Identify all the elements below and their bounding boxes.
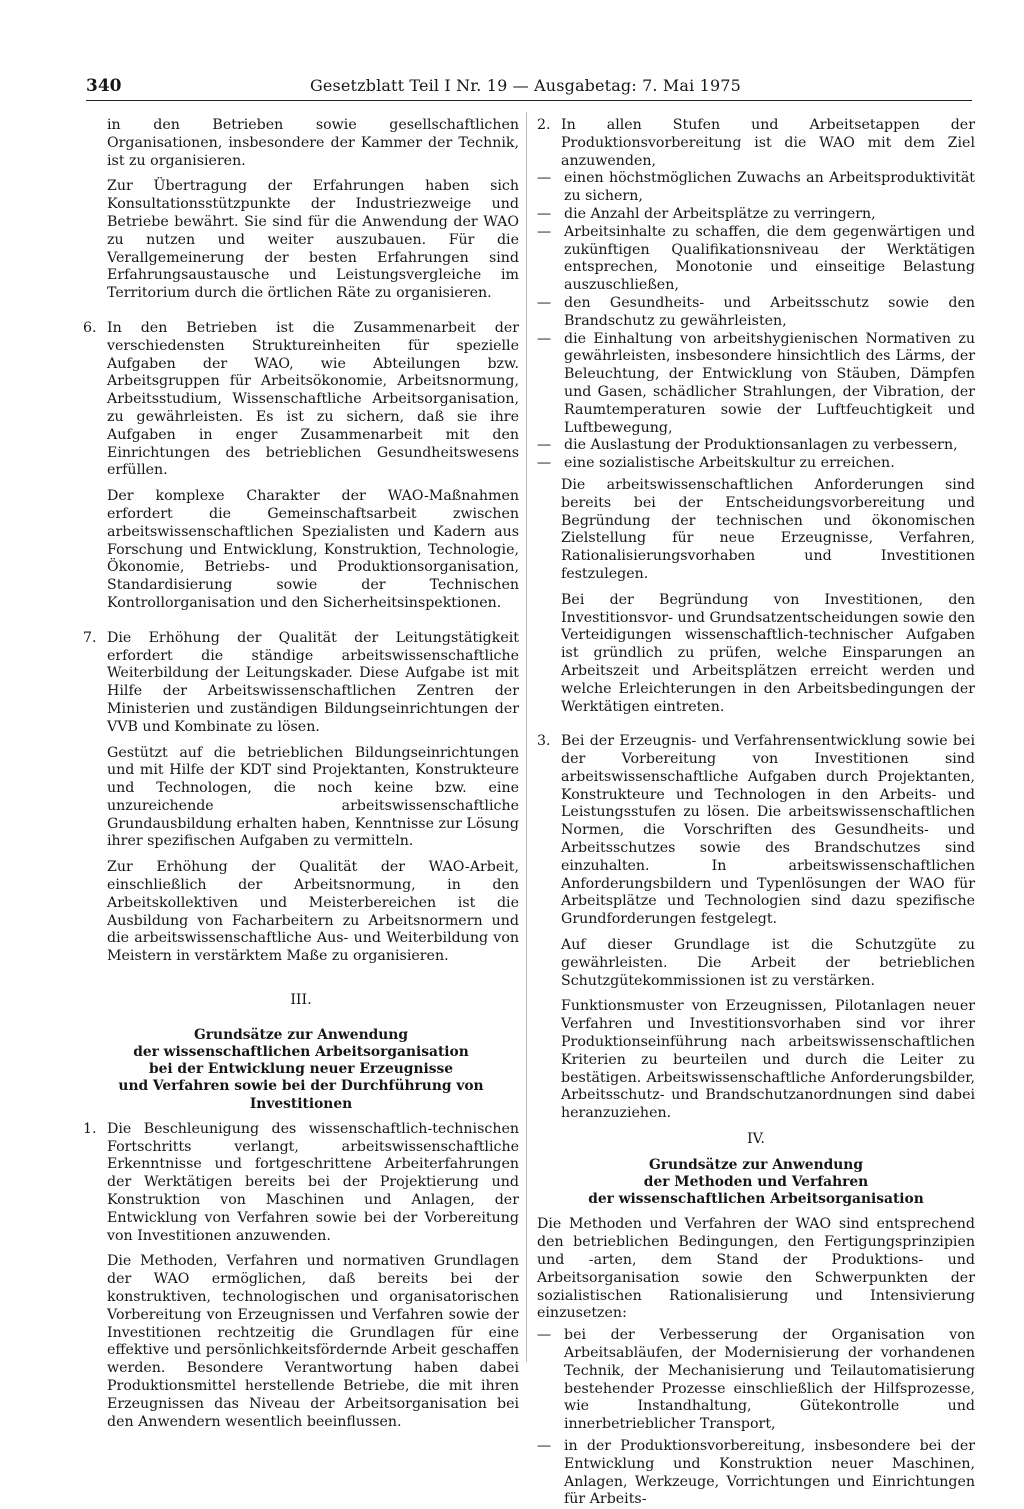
dash-text: eine sozialistische Arbeitskultur zu erreichen. (564, 455, 895, 472)
paragraph: Die Methoden und Verfahren der WAO sind entsprechend den betrieblichen Bedingungen, den Fertigungsprinzipien und -arten, dem Stand der Produktions- und Arbeitsorganisation sowie den Schwerpunkten der sozialistischen Rationalisierung und Intensivierung einzusetzen: (537, 1216, 975, 1322)
dash-text: die Anzahl der Arbeitsplätze zu verringern, (564, 205, 876, 222)
dash-symbol: — (537, 170, 552, 187)
dash-symbol: — (537, 455, 552, 472)
dash-text: die Auslastung der Produktionsanlagen zu verbessern, (564, 437, 958, 454)
column-divider (526, 112, 527, 1362)
paragraph: Funktionsmuster von Erzeugnissen, Pilotanlagen neuer Verfahren und Investitionsvorhaben sind vor ihrer Produktionseinführung nach arbeitswissenschaftlichen Kriterien zu beurteilen und durch die Leiter zu bestätigen. Arbeitswissenschaftliche Anforderungsbilder, Arbeitsschutz- und Brandschutzanordnungen sind dabei heranzuziehen. (561, 998, 975, 1122)
section-number: III. (290, 992, 312, 1009)
dash-symbol: — (537, 205, 552, 222)
dash-symbol: — (537, 1438, 552, 1454)
list-item-1 (83, 1121, 519, 1246)
heading-line: der wissenschaftlichen Arbeitsorganisation (588, 1191, 924, 1208)
dash-item (537, 170, 975, 206)
item-number: 1. (83, 1120, 97, 1137)
list-item-2 (537, 117, 975, 170)
paragraph: Bei der Begründung von Investitionen, den Investitionsvor- und Grundsatzentscheidungen sowie den Verteidigungen wissenschaftlich-technischer Aufgaben ist gründlich zu prüfen, welche Einsparungen an Arbeitszeit und Arbeitsplätzen erreicht werden und welche Erleichterungen in den Arbeitsbedingungen der Werktätigen eintreten. (561, 591, 975, 715)
dash-symbol: — (537, 223, 552, 240)
list-item-7 (83, 630, 519, 737)
section-heading (83, 1027, 519, 1113)
dash-symbol: — (537, 437, 552, 454)
item-text: In den Betrieben ist die Zusammenarbeit der verschiedensten Struktureinheiten für spezielle Aufgaben der WAO, wie Abteilungen bzw. Arbeitsgruppen für Arbeitsökonomie, Arbeitsnormung, Arbeitsstudium, Wissenschaftliche Arbeitsorganisation, zu gewährleisten. Es ist zu sichern, daß sie ihre Aufgaben in enger Zusammenarbeit mit den Einrichtungen des betrieblichen Gesundheitswesens erfüllen. (107, 319, 519, 479)
paragraph: Der komplexe Charakter der WAO-Maßnahmen erfordert die Gemeinschaftsarbeit zwischen arbeitswissenschaftlichen Spezialisten und Kadern aus Forschung und Entwicklung, Konstruktion, Technologie, Ökonomie, Betriebs- und Produktionsorganisation, Standardisierung sowie der Technischen Kontrollorganisation und den Sicherheitsinspektionen. (107, 488, 519, 611)
dash-text: Arbeitsinhalte zu schaffen, die dem gegenwärtigen und zukünftigen Qualifikationsniveau der Werktätigen entsprechen, Monotonie und einseitige Belastung auszuschließen, (564, 223, 975, 294)
heading-line: der Methoden und Verfahren (643, 1174, 869, 1191)
paragraph: Gestützt auf die betrieblichen Bildungseinrichtungen und mit Hilfe der KDT sind Projektanten, Konstrukteure und Technologen, die noch keine bzw. eine unzureichende arbeitswissenschaftliche Grundausbildung erhalten haben, Kenntnisse zur Lösung ihrer spezifischen Aufgaben zu vermitteln. (107, 744, 519, 850)
item-text: Die Beschleunigung des wissenschaftlich-technischen Fortschritts verlangt, arbeitswissenschaftliche Erkenntnisse und fortgeschrittene Arbeiterfahrungen der Werktätigen bereits bei der Projektierung und Konstruktion von Maschinen und Anlagen, der Entwicklung von Verfahren sowie bei der Vorbereitung von Investitionen anzuwenden. (107, 1120, 519, 1244)
paragraph: in den Betrieben sowie gesellschaftlichen Organisationen, insbesondere der Kammer der Technik, ist zu organisieren. (107, 117, 519, 169)
dash-item (537, 295, 975, 331)
dash-item (537, 206, 975, 224)
dash-text: bei der Verbesserung der Organisation von Arbeitsabläufen, der Modernisierung der vorhandenen Technik, der Mechanisierung und Teilautomatisierung bestehender Prozesse einschließlich der Hilfsprozesse, wie Instandhaltung, Gütekontrolle und innerbetrieblicher Transport, (564, 1327, 975, 1433)
dash-item (537, 331, 975, 438)
item-number: 3. (537, 733, 551, 750)
heading-line: Grundsätze zur Anwendung (649, 1156, 863, 1173)
paragraph: Auf dieser Grundlage ist die Schutzgüte zu gewährleisten. Die Arbeit der betrieblichen Schutzgütekommissionen ist zu verstärken. (561, 937, 975, 989)
page-number: 340 (86, 76, 122, 96)
heading-line: Grundsätze zur Anwendung (194, 1026, 408, 1043)
item-number: 7. (83, 629, 97, 646)
item-number: 6. (83, 319, 97, 336)
dash-symbol: — (537, 1327, 552, 1344)
running-title: Gesetzblatt Teil I Nr. 19 — Ausgabetag: 7. Mai 1975 (310, 76, 741, 95)
dash-text: die Einhaltung von arbeitshygienischen Normativen zu gewährleisten, insbesondere hinsichtlich des Lärms, der Beleuchtung, der Entwicklung von Stäuben, Dämpfen und Gasen, schädlicher Strahlungen, der Vibration, der Raumtemperaturen sowie der Luftfeuchtigkeit und Luftbewegung, (564, 330, 975, 436)
item-number: 2. (537, 117, 551, 133)
item-text: Bei der Erzeugnis- und Verfahrensentwicklung sowie bei der Vorbereitung von Investitionen sind arbeitswissenschaftliche Aufgaben durch Projektanten, Konstrukteure und Technologen in den Arbeits- und Leistungsstufen zu lösen. Die arbeitswissenschaftlichen Normen, die Vorschriften des Gesundheits- und Arbeitsschutzes sowie des Brandschutzes sind einzuhalten. In arbeitswissenschaftlichen Anforderungsbildern und Typenlösungen der WAO für Arbeitsplätze und Technologien sind dazu spezifische Grundforderungen festgelegt. (561, 733, 975, 928)
heading-line: und Verfahren sowie bei der Durchführung von Investitionen (118, 1078, 484, 1112)
paragraph: Zur Erhöhung der Qualität der WAO-Arbeit, einschließlich der Arbeitsnormung, in den Arbeitskollektiven und Meisterbereichen ist die Ausbildung von Facharbeitern zu Arbeitsnormern und die arbeitswissenschaftliche Aus- und Weiterbildung von Meistern in verstärktem Maße zu organisieren. (107, 859, 519, 965)
dash-symbol: — (537, 294, 552, 311)
dash-text: einen höchstmöglichen Zuwachs an Arbeitsproduktivität zu sichern, (564, 170, 975, 205)
dash-text: den Gesundheits- und Arbeitsschutz sowie den Brandschutz zu gewährleisten, (564, 294, 975, 329)
dash-text: in der Produktionsvorbereitung, insbesondere bei der Entwicklung und Konstruktion neuer Maschinen, Anlagen, Werkzeuge, Vorrichtungen und Einrichtungen für Arbeits- (564, 1438, 975, 1508)
dash-item (537, 224, 975, 295)
page-header (86, 76, 972, 101)
left-column (83, 117, 519, 1431)
dash-item (537, 437, 975, 455)
paragraph: Die Methoden, Verfahren und normativen Grundlagen der WAO ermöglichen, daß bereits bei der konstruktiven, technologischen und organisatorischen Vorbereitung von Erzeugnissen und Verfahren sowie der Investitionen rechtzeitig die Grundlagen für eine effektive und persönlichkeitsfördernde Arbeit geschaffen werden. Besondere Verantwortung haben dabei Produktionsmittel herstellende Betriebe, die mit ihren Erzeugnissen das Niveau der Arbeitsorganisation bei den Anwendern wesentlich beeinflussen. (107, 1253, 519, 1430)
list-item-6 (83, 320, 519, 480)
heading-line: bei der Entwicklung neuer Erzeugnisse (148, 1061, 454, 1078)
dash-item (537, 455, 975, 473)
item-text: Die Erhöhung der Qualität der Leitungstätigkeit erfordert die ständige arbeitswissenschaftliche Weiterbildung der Leitungskader. Diese Aufgabe ist mit Hilfe der Arbeitswissenschaftlichen Zentren der Ministerien und zuständigen Bildungseinrichtungen der VVB und Kombinate zu lösen. (107, 629, 519, 735)
section-heading (537, 1157, 975, 1209)
list-item-3 (537, 733, 975, 929)
section-number: IV. (747, 1131, 765, 1148)
dash-item (537, 1327, 975, 1434)
heading-line: der wissenschaftlichen Arbeitsorganisation (133, 1044, 469, 1061)
paragraph: Zur Übertragung der Erfahrungen haben sich Konsultationsstützpunkte der Industriezweige und Betriebe bewährt. Sie sind für die Anwendung der WAO zu nutzen und weiter auszubauen. Für die Verallgemeinerung der besten Erfahrungen sind Erfahrungsaustausche und Leistungsvergleiche im Territorium durch die örtlichen Räte zu organisieren. (107, 178, 519, 302)
dash-symbol: — (537, 330, 552, 347)
dash-item (537, 1438, 975, 1509)
right-column (537, 117, 975, 1509)
paragraph: Die arbeitswissenschaftlichen Anforderungen sind bereits bei der Entscheidungsvorbereitung und Begründung der technischen und ökonomischen Zielstellung für neue Erzeugnisse, Verfahren, Rationalisierungsvorhaben und Investitionen festzulegen. (561, 476, 975, 582)
item-text: In allen Stufen und Arbeitsetappen der Produktionsvorbereitung ist die WAO mit dem Ziel anzuwenden, (561, 117, 975, 169)
